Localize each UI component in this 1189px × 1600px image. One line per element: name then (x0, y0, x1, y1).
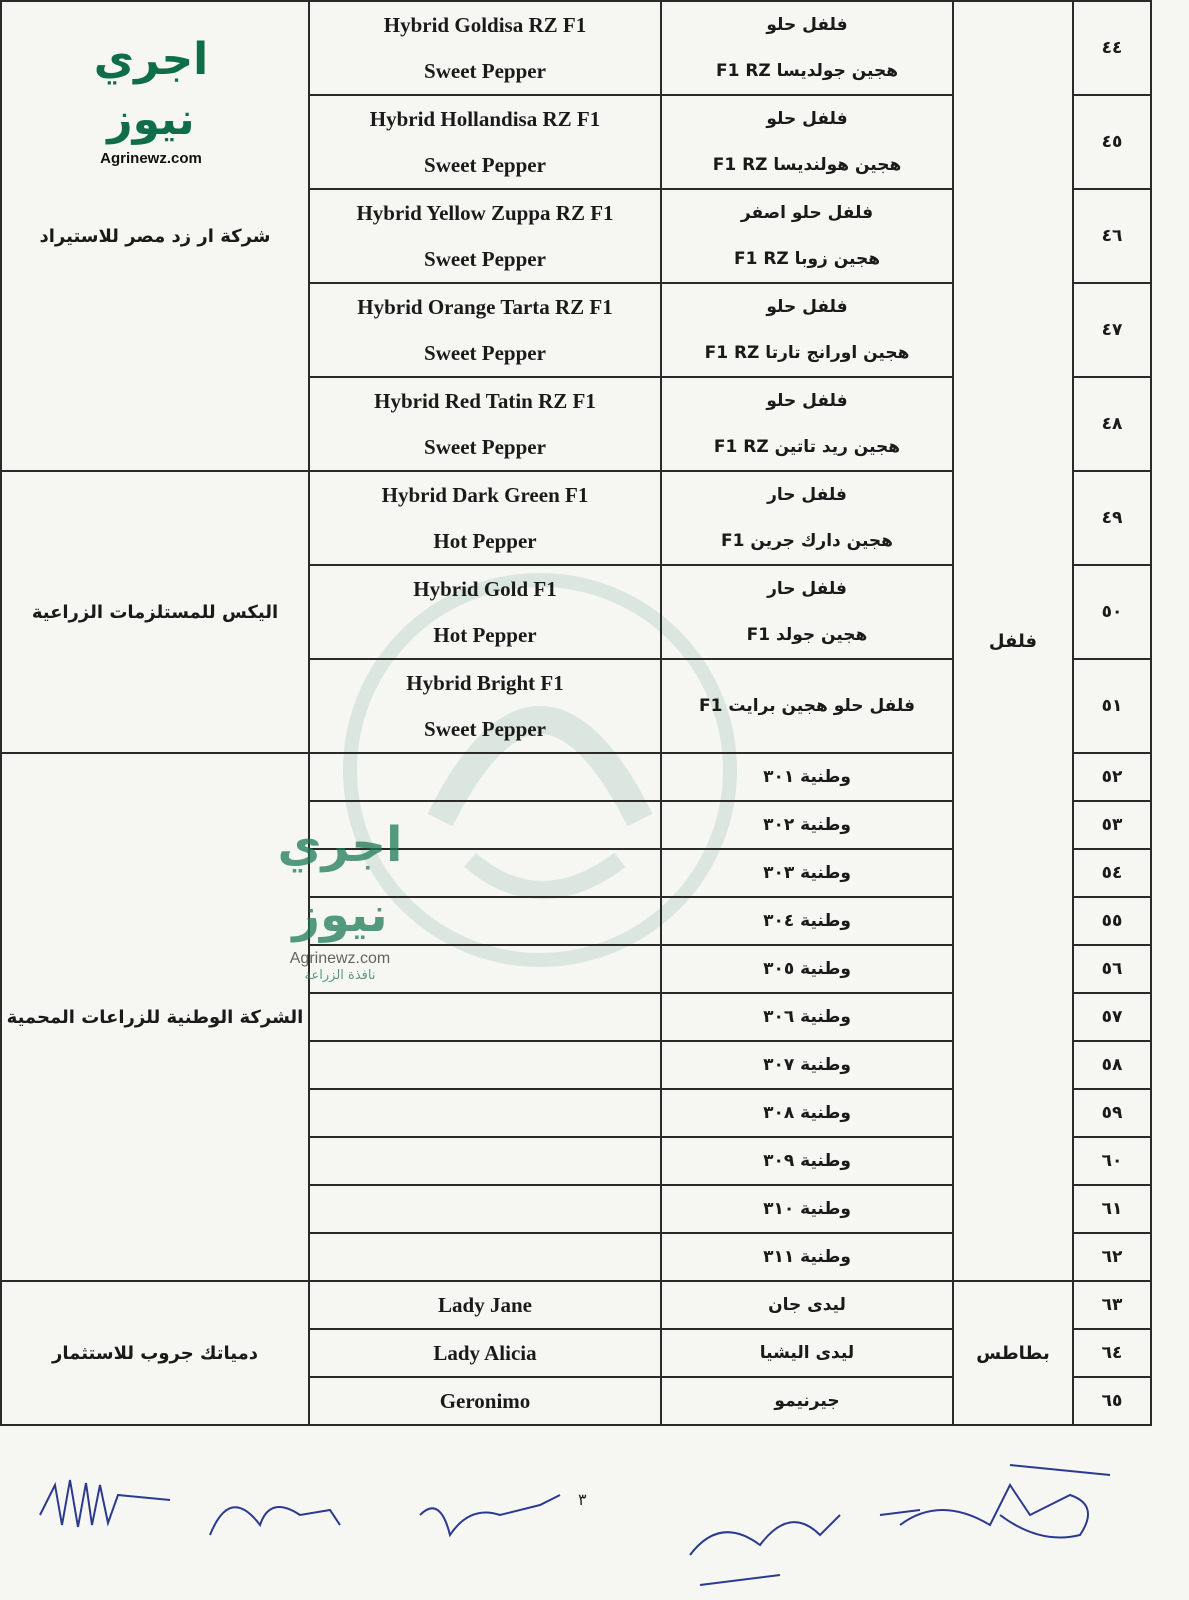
row-number-cell (1073, 283, 1151, 377)
arabic-name-cell (661, 283, 953, 377)
variety-ar: فلفل حلو هجين برايت F1 (699, 696, 915, 716)
row-number: ٥٥ (1101, 911, 1123, 931)
crop-type-ar: فلفل حلو (766, 297, 848, 317)
arabic-name-cell (661, 659, 953, 753)
signature-1 (40, 1480, 170, 1527)
arabic-name-cell (661, 1185, 953, 1233)
variety-ar: هجين جولديسا F1 RZ (715, 61, 899, 81)
row-number: ٥٣ (1101, 815, 1123, 835)
arabic-name-cell (661, 471, 953, 565)
crop-cell (953, 1, 1073, 1281)
row-number-cell (1073, 95, 1151, 189)
variety-ar: وطنية ٣٠٧ (763, 1055, 851, 1075)
crop-type-en: Sweet Pepper (424, 59, 546, 83)
row-number: ٥٢ (1101, 767, 1123, 787)
variety-ar: وطنية ٣٠٢ (763, 815, 851, 835)
crop-name: فلفل (988, 630, 1038, 652)
crop-type-en: Hot Pepper (433, 623, 537, 647)
company-name: الشركة الوطنية للزراعات المحمية (6, 1006, 304, 1028)
row-number: ٥٧ (1101, 1007, 1123, 1027)
signature-4 (690, 1515, 840, 1585)
variety-ar: هجين زوبا F1 RZ (733, 249, 880, 269)
row-number-cell (1073, 1137, 1151, 1185)
brand-mark: اجري نيوز (93, 34, 209, 145)
company-name: دمياتك جروب للاستثمار (52, 1342, 258, 1364)
row-number: ٥٠ (1101, 602, 1123, 622)
row-number: ٤٦ (1101, 226, 1123, 246)
row-number: ٤٤ (1101, 38, 1123, 58)
brand-site: Agrinewz.com (100, 150, 202, 167)
english-name-cell (309, 565, 661, 659)
variety-ar: وطنية ٣١٠ (763, 1199, 851, 1219)
company-cell (1, 471, 309, 753)
arabic-name-cell (661, 897, 953, 945)
row-number: ٤٥ (1101, 132, 1123, 152)
english-name-cell (309, 659, 661, 753)
row-number-cell (1073, 189, 1151, 283)
variety-ar: ليدى جان (768, 1295, 846, 1315)
variety-ar: وطنية ٣٠٥ (763, 959, 851, 979)
arabic-name-cell (661, 993, 953, 1041)
variety-ar: هجين هولنديسا F1 RZ (712, 155, 902, 175)
signature-2 (210, 1507, 340, 1535)
row-number-cell (1073, 849, 1151, 897)
table-row (1, 1281, 1151, 1329)
row-number: ٥٦ (1101, 959, 1123, 979)
row-number: ٦٣ (1101, 1295, 1123, 1315)
crop-type-en: Sweet Pepper (424, 435, 546, 459)
row-number-cell (1073, 753, 1151, 801)
arabic-name-cell (661, 1, 953, 95)
arabic-name-cell (661, 1281, 953, 1329)
english-name-cell (309, 1089, 661, 1137)
variety-ar: هجين اورانج تارتا F1 RZ (704, 343, 910, 363)
crop-type-en: Sweet Pepper (424, 153, 546, 177)
crop-type-ar: فلفل حلو (766, 391, 848, 411)
crop-type-ar: فلفل حار (767, 485, 847, 505)
company-name: اليكس للمستلزمات الزراعية (31, 601, 279, 623)
arabic-name-cell (661, 1329, 953, 1377)
row-number-cell (1073, 1089, 1151, 1137)
variety-ar: وطنية ٣٠٣ (763, 863, 851, 883)
arabic-name-cell (661, 1233, 953, 1281)
row-number-cell (1073, 565, 1151, 659)
arabic-name-cell (661, 565, 953, 659)
variety-en: Hybrid Red Tatin RZ F1 (374, 389, 596, 413)
signature-5 (880, 1465, 1110, 1538)
row-number-cell (1073, 1329, 1151, 1377)
english-name-cell (309, 1233, 661, 1281)
english-name-cell (309, 471, 661, 565)
page-number: ٣ (578, 1490, 587, 1509)
crop-type-ar: فلفل حلو اصفر (740, 203, 874, 223)
arabic-name-cell (661, 377, 953, 471)
variety-ar: جيرنيمو (774, 1391, 840, 1411)
arabic-name-cell (661, 945, 953, 993)
row-number-cell (1073, 1185, 1151, 1233)
row-number: ٦٢ (1101, 1247, 1123, 1267)
crop-type-en: Hot Pepper (433, 529, 537, 553)
english-name-cell (309, 993, 661, 1041)
variety-en: Hybrid Hollandisa RZ F1 (369, 107, 601, 131)
english-name-cell (309, 1377, 661, 1425)
row-number-cell (1073, 471, 1151, 565)
english-name-cell (309, 189, 661, 283)
company-name: شركة ار زد مصر للاستيراد (39, 225, 271, 247)
arabic-name-cell (661, 189, 953, 283)
arabic-name-cell (661, 1089, 953, 1137)
watermark-mark: اجري نيوز (277, 817, 403, 943)
arabic-name-cell (661, 95, 953, 189)
row-number: ٦٥ (1101, 1391, 1123, 1411)
watermark-site: Agrinewz.com (289, 950, 391, 967)
variety-ar: وطنية ٣٠٨ (763, 1103, 851, 1123)
row-number-cell (1073, 1041, 1151, 1089)
row-number: ٥٩ (1101, 1103, 1123, 1123)
english-name-cell (309, 1041, 661, 1089)
row-number-cell (1073, 659, 1151, 753)
variety-ar: ليدى اليشيا (759, 1343, 855, 1363)
row-number: ٦١ (1101, 1199, 1123, 1219)
row-number: ٥٤ (1101, 863, 1123, 883)
variety-en: Hybrid Goldisa RZ F1 (383, 13, 587, 37)
row-number-cell (1073, 945, 1151, 993)
row-number-cell (1073, 1, 1151, 95)
row-number-cell (1073, 1281, 1151, 1329)
english-name-cell (309, 1185, 661, 1233)
arabic-name-cell (661, 1137, 953, 1185)
variety-en: Hybrid Dark Green F1 (381, 483, 589, 507)
variety-en: Lady Jane (438, 1293, 532, 1317)
row-number-cell (1073, 1233, 1151, 1281)
row-number-cell (1073, 993, 1151, 1041)
arabic-name-cell (661, 1041, 953, 1089)
variety-ar: هجين ريد تاتين F1 RZ (713, 437, 901, 457)
row-number: ٦٤ (1101, 1343, 1123, 1363)
brand-logo (86, 30, 216, 167)
variety-en: Lady Alicia (433, 1341, 537, 1365)
english-name-cell (309, 95, 661, 189)
row-number: ٥٨ (1101, 1055, 1123, 1075)
row-number: ٤٧ (1101, 320, 1123, 340)
arabic-name-cell (661, 1377, 953, 1425)
crop-type-ar: فلفل حار (767, 579, 847, 599)
signature-3 (420, 1495, 560, 1535)
variety-ar: وطنية ٣١١ (763, 1247, 851, 1267)
crop-type-ar: فلفل حلو (766, 109, 848, 129)
row-number: ٦٠ (1101, 1151, 1123, 1171)
english-name-cell (309, 283, 661, 377)
row-number: ٥١ (1101, 696, 1123, 716)
variety-en: Geronimo (439, 1389, 531, 1413)
variety-ar: وطنية ٣٠٩ (763, 1151, 851, 1171)
variety-en: Hybrid Bright F1 (406, 671, 564, 695)
arabic-name-cell (661, 849, 953, 897)
signatures (0, 1455, 1189, 1600)
arabic-name-cell (661, 801, 953, 849)
variety-ar: وطنية ٣٠٦ (763, 1007, 851, 1027)
english-name-cell (309, 1329, 661, 1377)
watermark (240, 810, 440, 983)
variety-en: Hybrid Yellow Zuppa RZ F1 (356, 201, 614, 225)
row-number: ٤٩ (1101, 508, 1123, 528)
row-number-cell (1073, 1377, 1151, 1425)
crop-type-en: Sweet Pepper (424, 341, 546, 365)
english-name-cell (309, 1137, 661, 1185)
row-number-cell (1073, 377, 1151, 471)
variety-ar: هجين دارك جرين F1 (721, 531, 893, 551)
row-number-cell (1073, 801, 1151, 849)
english-name-cell (309, 1, 661, 95)
row-number: ٤٨ (1101, 414, 1123, 434)
crop-cell (953, 1281, 1073, 1425)
crop-type-ar: فلفل حلو (766, 15, 848, 35)
row-number-cell (1073, 897, 1151, 945)
arabic-name-cell (661, 753, 953, 801)
english-name-cell (309, 1281, 661, 1329)
english-name-cell (309, 377, 661, 471)
crop-type-en: Sweet Pepper (424, 717, 546, 741)
english-name-cell (309, 753, 661, 801)
variety-en: Hybrid Orange Tarta RZ F1 (357, 295, 613, 319)
crop-type-en: Sweet Pepper (424, 247, 546, 271)
variety-ar: وطنية ٣٠١ (763, 767, 851, 787)
crop-name: بطاطس (976, 1342, 1050, 1364)
company-cell (1, 1281, 309, 1425)
watermark-tagline: نافذة الزراعة (304, 968, 376, 983)
variety-ar: وطنية ٣٠٤ (763, 911, 851, 931)
variety-en: Hybrid Gold F1 (413, 577, 557, 601)
variety-ar: هجين جولد F1 (746, 625, 868, 645)
